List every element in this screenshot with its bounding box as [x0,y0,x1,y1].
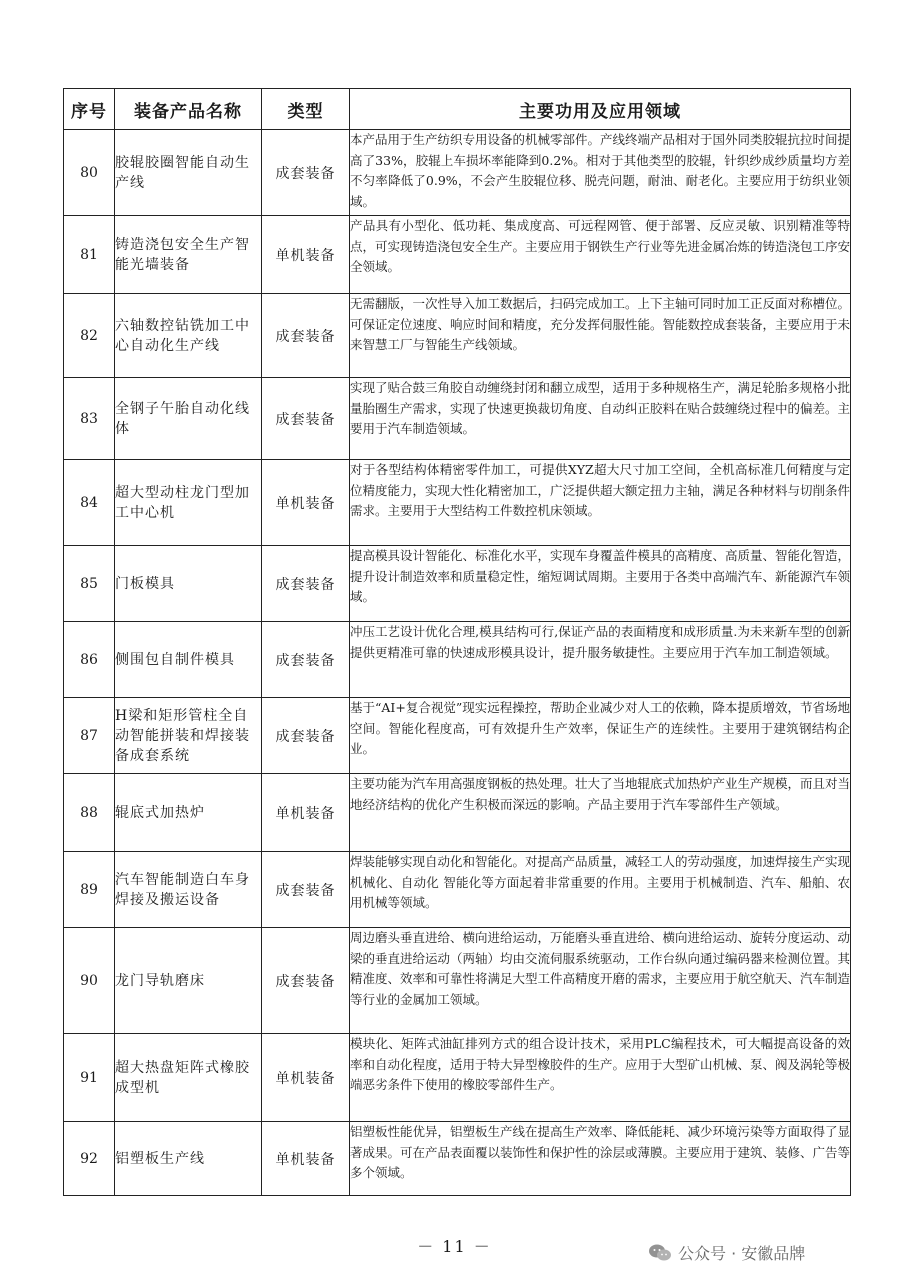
table-row [64,546,851,622]
row-type: 成套装备 [262,698,350,774]
row-type: 单机装备 [262,1034,350,1122]
row-no: 87 [64,698,115,774]
row-no: 82 [64,294,115,378]
row-type: 成套装备 [262,546,350,622]
row-no: 81 [64,216,115,294]
row-desc: 对于各型结构体精密零件加工，可提供XYZ超大尺寸加工空间，全机高标准几何精度与定位精度能力，实现大性化精密加工，广泛提供超大额定扭力主轴，满足各种材料与切削条件需求。主要用于大型结构工件数控机床领域。 [350,460,851,546]
row-name: H梁和矩形管柱全自动智能拼装和焊接装备成套系统 [115,698,262,774]
table-row [64,622,851,698]
header-name: 装备产品名称 [115,89,262,130]
row-name: 汽车智能制造白车身焊接及搬运设备 [115,852,262,928]
row-name: 门板模具 [115,546,262,622]
table-row [64,216,851,294]
row-desc: 冲压工艺设计优化合理,模具结构可行,保证产品的表面精度和成形质量.为未来新车型的创新提供更精准可靠的快速成形模具设计，提升服务敏捷性。主要应用于汽车加工制造领域。 [350,622,851,698]
row-desc: 本产品用于生产纺织专用设备的机械零部件。产线终端产品相对于国外同类胶辊抗拉时间提高了33%，胶辊上车损坏率能降到0.2%。相对于其他类型的胶辊，针织纱成纱质量均方差不匀率降低了0.9%，不会产生胶辊位移、脱壳问题，耐油、耐老化。主要应用于纺织业领域。 [350,130,851,216]
page-number: － 11 － [417,1237,492,1256]
row-type: 单机装备 [262,774,350,852]
row-type: 单机装备 [262,460,350,546]
row-no: 91 [64,1034,115,1122]
table-row [64,774,851,852]
row-no: 84 [64,460,115,546]
watermark [648,1241,805,1264]
row-name: 辊底式加热炉 [115,774,262,852]
row-type: 成套装备 [262,852,350,928]
row-no: 89 [64,852,115,928]
row-type: 成套装备 [262,378,350,460]
row-type: 成套装备 [262,928,350,1034]
row-name: 龙门导轨磨床 [115,928,262,1034]
row-name: 超大热盘矩阵式橡胶成型机 [115,1034,262,1122]
row-no: 90 [64,928,115,1034]
header-no: 序号 [64,89,115,130]
row-name: 超大型动柱龙门型加工中心机 [115,460,262,546]
row-no: 85 [64,546,115,622]
row-desc: 提高模具设计智能化、标准化水平，实现车身覆盖件模具的高精度、高质量、智能化智造，提升设计制造效率和质量稳定性，缩短调试周期。主要用于各类中高端汽车、新能源汽车领域。 [350,546,851,622]
row-no: 80 [64,130,115,216]
row-type: 成套装备 [262,294,350,378]
row-name: 铸造浇包安全生产智能光墙装备 [115,216,262,294]
row-desc: 模块化、矩阵式油缸排列方式的组合设计技术，采用PLC编程技术，可大幅提高设备的效率和自动化程度，适用于特大异型橡胶件的生产。应用于大型矿山机械、泵、阀及涡轮等极端恶劣条件下使用的橡胶零部件生产。 [350,1034,851,1122]
table-row [64,460,851,546]
header-desc: 主要功用及应用领域 [350,89,851,130]
table-row [64,130,851,216]
row-desc: 无需翻版，一次性导入加工数据后，扫码完成加工。上下主轴可同时加工正反面对称槽位。可保证定位速度、响应时间和精度，充分发挥伺服性能。智能数控成套装备，主要应用于未来智慧工厂与智能生产线领域。 [350,294,851,378]
table-row [64,1034,851,1122]
row-type: 成套装备 [262,130,350,216]
row-desc: 产品具有小型化、低功耗、集成度高、可远程网管、便于部署、反应灵敏、识别精准等特点，可实现铸造浇包安全生产。主要应用于钢铁生产行业等先进金属冶炼的铸造浇包工序安全领域。 [350,216,851,294]
row-desc: 铝塑板性能优异，铝塑板生产线在提高生产效率、降低能耗、减少环境污染等方面取得了显著成果。可在产品表面覆以装饰性和保护性的涂层或薄膜。主要应用于建筑、装修、广告等多个领域。 [350,1122,851,1196]
row-name: 铝塑板生产线 [115,1122,262,1196]
row-no: 83 [64,378,115,460]
header-type: 类型 [262,89,350,130]
table-row [64,1122,851,1196]
row-desc: 基于“AI+复合视觉”现实远程操控，帮助企业减少对人工的依赖，降本提质增效，节省场地空间。智能化程度高，可有效提升生产效率，保证生产的连续性。主要用于建筑钢结构企业。 [350,698,851,774]
equipment-table [63,88,851,1196]
row-no: 88 [64,774,115,852]
row-desc: 实现了贴合鼓三角胶自动缠绕封闭和翻立成型，适用于多种规格生产，满足轮胎多规格小批量胎圈生产需求，实现了快速更换裁切角度、自动纠正胶料在贴合鼓缠绕过程中的偏差。主要用于汽车制造领域。 [350,378,851,460]
row-name: 侧围包自制件模具 [115,622,262,698]
row-type: 成套装备 [262,622,350,698]
table-row [64,294,851,378]
row-type: 单机装备 [262,216,350,294]
table-row [64,698,851,774]
watermark-text: 公众号 · 安徽品牌 [678,1244,806,1263]
table-header-row [64,89,851,130]
row-desc: 周边磨头垂直进给、横向进给运动，万能磨头垂直进给、横向进给运动、旋转分度运动、动梁的垂直进给运动（两轴）均由交流伺服系统驱动，工作台纵向通过编码器来检测位置。其精准度、效率和可靠性将满足大型工件高精度开磨的需求，主要应用于航空航天、汽车制造等行业的金属加工领域。 [350,928,851,1034]
row-name: 全钢子午胎自动化线体 [115,378,262,460]
row-desc: 焊装能够实现自动化和智能化。对提高产品质量，减轻工人的劳动强度，加速焊接生产实现机械化、自动化 智能化等方面起着非常重要的作用。主要用于机械制造、汽车、船舶、农用机械等领域。 [350,852,851,928]
row-desc: 主要功能为汽车用高强度钢板的热处理。壮大了当地辊底式加热炉产业生产规模，而且对当地经济结构的优化产生积极而深远的影响。产品主要用于汽车零部件生产领域。 [350,774,851,852]
table-row [64,928,851,1034]
row-type: 单机装备 [262,1122,350,1196]
row-name: 胶辊胶圈智能自动生产线 [115,130,262,216]
table-row [64,852,851,928]
row-name: 六轴数控钻铣加工中心自动化生产线 [115,294,262,378]
row-no: 86 [64,622,115,698]
table-row [64,378,851,460]
row-no: 92 [64,1122,115,1196]
wechat-icon [648,1243,672,1263]
